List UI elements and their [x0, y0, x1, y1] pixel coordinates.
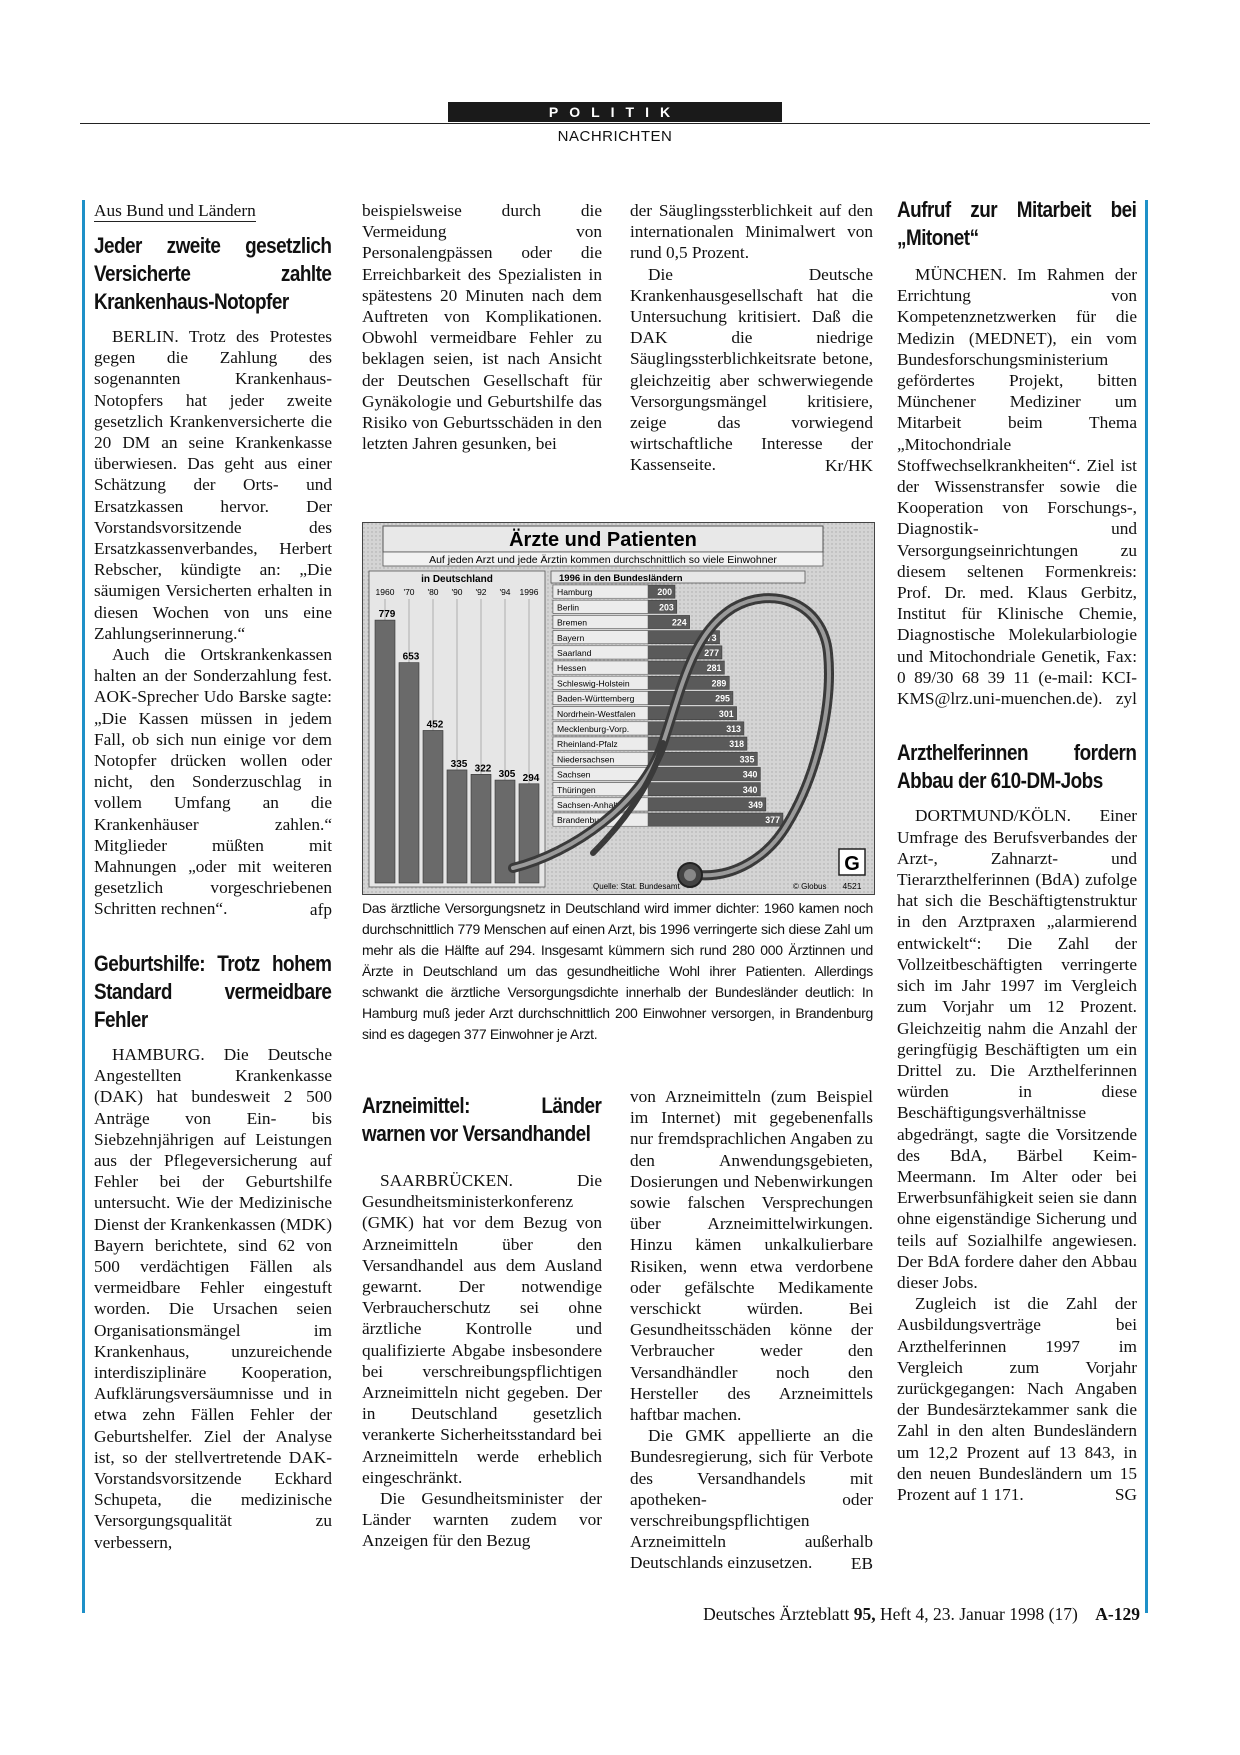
left-bar-value: 322: [474, 763, 492, 775]
footer-issue: Heft 4, 23. Januar 1998 (17): [879, 1604, 1078, 1624]
right-bar-value: 335: [739, 754, 755, 765]
article-5-paragraph-2: Die Gesundheitsminister der Länder warnten zudem vor Anzeigen für den Bezug: [362, 1489, 602, 1551]
left-bar-value: 335: [450, 758, 468, 770]
chart-source: Quelle: Stat. Bundesamt: [593, 882, 680, 891]
article-4-paragraph-2: Zugleich ist die Zahl der Ausbildungsverträge bei Arzthelferinnen 1997 im Vergleich zum Vorjahr zurückgegangen: Nach Angaben der Bundesärztekammer sank die Zahl in den alten Bundesländern um 12,2 Prozent auf 13 843, in den neuen Bundesländern um 15 Prozent auf 1 171.: [897, 1294, 1137, 1504]
left-bar-value: 294: [522, 772, 540, 784]
right-category-label: Mecklenburg-Vorp.: [557, 724, 630, 734]
column-4: [897, 196, 1137, 1505]
left-bar-value: 653: [402, 651, 420, 663]
chart-badge: 4521: [842, 881, 862, 891]
right-category-label: Hessen: [557, 663, 587, 674]
right-bar-value: 277: [704, 648, 719, 658]
article-3-title: Aufruf zur Mitarbeit bei „Mitonet“: [897, 197, 1137, 250]
chart-caption: Das ärztliche Versorgungsnetz in Deutschland wird immer dichter: 1960 kamen noch durchschnittlich 779 Menschen auf einen Arzt, bis 1996 verringerte sich diese Zahl um mehr als die Hälfte auf 294. Insgesamt kümmern sich rund 280 000 Ärztinnen und Ärzte in Deutschland um das gesundheitliche Wohl ihrer Patienten. Allerdings schwankt die ärztliche Versorgungsdichte innerhalb der Bundesländer deutlich: In Hamburg muß jeder Arzt durchschnittlich 200 Einwohner versorgen, in Brandenburg sind es dagegen 377 Einwohner je Arzt.: [362, 900, 873, 1042]
article-5-paragraph-2-continued: von Arzneimitteln (zum Beispiel im Internet) mit gegebenenfalls nur fremdsprachlichen Angaben zu den Anwendungsgebieten, Dosierungen und Nebenwirkungen sowie falschen Versprechungen über Arzneimittelwirkungen. Hinzu kämen unkalkulierbare Risiken, wenn etwa verdorbene oder gefälschte Medikamente verschickt würden. Bei Gesundheitsschäden könne der Verbraucher weder den Versandhändler noch den Hersteller des Arzneimittels haftbar machen.: [630, 1087, 873, 1425]
left-tick-label: '92: [475, 587, 487, 597]
left-bar: [447, 770, 467, 883]
article-3-signature: zyl: [1115, 689, 1137, 709]
column-1: [94, 200, 332, 1553]
page-footer: [600, 1604, 1140, 1625]
article-2-paragraph-1-continued: beispielsweise durch die Vermeidung von Personalengpässen oder die Erreichbarkeit des Spezialisten in spätestens 20 Minuten nach dem Auftreten von Komplikationen. Obwohl vermeidbare Fehler zu beklagen seien, ist nach Ansicht der Deutschen Gesellschaft für Gynäkologie und Geburtshilfe das Risiko von Geburtsschäden in den letzten Jahren gesunken, bei: [362, 201, 602, 454]
left-bar-value: 305: [498, 769, 516, 781]
article-kicker: Aus Bund und Ländern: [94, 201, 256, 220]
right-bar-value: 377: [765, 815, 780, 826]
right-panel-label: 1996 in den Bundesländern: [559, 573, 683, 584]
article-3-paragraph-1: MÜNCHEN. Im Rahmen der Errichtung von Kompetenznetzwerken für die Medizin (MEDNET), ein vom Bundesforschungsministerium gefördertes Projekt, bitten Münchener Mediziner um Mitarbeit beim Thema „Mitochondriale Stoffwechselkrankheiten“. Ziel ist der Wissenstransfer sowie die Kooperation von Forschungs-, Diagnostik- und Versorgungseinrichtungen zu diesem seltenen Formenkreis: Prof. Dr. med. Klaus Gerbitz, Institut für Klinische Chemie, Diagnostische Molekularbiologie und Mitochondriale Genetik, Fax: 0 89/30 68 39 11 (e-mail: KCI-KMS@lrz.uni-muenchen.de).: [897, 265, 1137, 709]
right-category-label: Bayern: [557, 632, 585, 643]
column-2-bottom: [362, 1086, 602, 1552]
section-subtitle: NACHRICHTEN: [557, 128, 673, 145]
left-bar: [423, 730, 443, 883]
right-category-label: Saarland: [557, 648, 592, 658]
right-category-label: Rheinland-Pfalz: [557, 739, 618, 750]
right-category-label: Berlin: [557, 602, 579, 613]
article-1-signature: afp: [309, 899, 332, 919]
article-2-title: Geburtshilfe: Trotz hohem Standard vermeidbare Fehler: [94, 950, 332, 1032]
article-2-signature: Kr/HK: [825, 455, 873, 475]
right-category-label: Bremen: [557, 617, 588, 628]
globus-logo: G: [844, 853, 860, 875]
right-category-label: Brandenburg: [557, 815, 607, 826]
right-category-label: Hamburg: [557, 587, 593, 598]
right-bar-value: 281: [706, 663, 722, 674]
column-rule-right: [1145, 200, 1148, 1613]
article-1-title: Jeder zweite gesetzlich Versicherte zahlte Krankenhaus-Notopfer: [94, 233, 332, 314]
left-bar-value: 779: [378, 609, 396, 621]
article-4-title: Arzthelferinnen fordern Abbau der 610-DM-Jobs: [897, 740, 1137, 794]
left-bar: [399, 663, 419, 883]
footer-journal: Deutsches Ärzteblatt: [703, 1604, 850, 1624]
chart-credit: © Globus: [793, 882, 827, 891]
chart-subtitle: Auf jeden Arzt und jede Ärztin kommen durchschnittlich so viele Einwohner: [429, 554, 777, 566]
right-bar-value: 273: [701, 632, 717, 643]
footer-page: A-129: [1095, 1604, 1140, 1624]
footer-volume: 95,: [853, 1604, 876, 1624]
column-3-top: [630, 200, 873, 476]
right-category-label: Niedersachsen: [557, 754, 615, 765]
column-rule-left: [82, 200, 85, 1613]
left-tick-label: '70: [403, 587, 415, 597]
left-bar: [375, 620, 395, 883]
right-bar-value: 289: [711, 678, 727, 689]
right-category-label: Baden-Württemberg: [557, 693, 635, 704]
right-category-label: Sachsen: [557, 769, 591, 780]
left-tick-label: '94: [499, 587, 511, 597]
section-title: POLITIK: [448, 102, 782, 122]
right-category-label: Sachsen-Anhalt: [557, 800, 618, 810]
right-bar-value: 340: [742, 784, 758, 795]
header-rule: [80, 123, 1150, 124]
right-bar-value: 318: [729, 739, 744, 750]
article-2-paragraph-1-end: der Säuglingssterblichkeit auf den internationalen Minimalwert von rund 0,5 Prozent.: [630, 201, 873, 263]
right-category-label: Schleswig-Holstein: [557, 678, 630, 689]
left-panel-label: in Deutschland: [421, 574, 493, 585]
right-bar-value: 301: [718, 708, 734, 719]
chart-graphic: [362, 522, 875, 895]
right-category-label: Nordrhein-Westfalen: [557, 708, 636, 719]
right-bar-value: 340: [742, 769, 758, 780]
left-tick-label: '80: [427, 587, 439, 597]
right-bar-value: 200: [657, 587, 672, 598]
left-bar: [471, 774, 491, 883]
column-3-bottom: [630, 1086, 873, 1574]
article-4-signature: SG: [1114, 1485, 1137, 1505]
left-tick-label: '90: [451, 587, 463, 597]
article-4-paragraph-1: DORTMUND/KÖLN. Einer Umfrage des Berufsverbandes der Arzt-, Zahnarzt- und Tierarzthelferinnen (BdA) zufolge hat sich die Beschäftigtenstruktur in den Arztpraxen „alarmierend entwickelt“: Die Zahl der Vollzeitbeschäftigten verringerte sich im Jahr 1997 im Vergleich zum Vorjahr um 12 Prozent. Gleichzeitig nahm die Anzahl der geringfügig Beschäftigten um ein Drittel zu. Die Arzthelferinnen würden in diese Beschäftigungsverhältnisse abgedrängt, sagte die Vorsitzende des BdA, Bärbel Keim-Meermann. Im Alter oder bei Erwerbsunfähigkeit seien sie dann ohne eigenständige Sicherung und teils auf Sozialhilfe angewiesen. Der BdA fordere daher den Abbau dieser Jobs.: [897, 806, 1137, 1292]
left-bar-value: 452: [426, 719, 444, 731]
chart-svg: [363, 523, 874, 894]
article-2-paragraph-1: HAMBURG. Die Deutsche Angestellten Krankenkasse (DAK) hat bundesweit 2 500 Anträge von Ein- bis Siebzehnjährigen auf Leistungen aus der Pflegeversicherung auf Fehler bei der Geburtshilfe untersucht. Wie der Medizinische Dienst der Krankenkassen (MDK) Bayern berichtete, sind 62 von 500 verdächtigen Fällen als vermeidbare Fehler eingestuft worden. Die Ursachen seien Organisationsmängel im Krankenhaus, unzureichende interdisziplinäre Kooperation, Aufklärungsversäumnisse und in etwa zehn Fällen Fehler der Geburtshelfer. Ziel der Analyse ist, so der stellvertretende DAK-Vorstandsvorsitzende Eckhard Schupeta, die medizinische Versorgungsqualität zu verbessern,: [94, 1044, 332, 1552]
article-1-paragraph-2: Auch die Ortskrankenkassen halten an der Sonderzahlung fest. AOK-Sprecher Udo Barske sagte: „Die Kassen müssen in jedem Fall, ob sich nun einige vor dem Notopfer drücken wollen oder nicht, den Sonderzuschlag in vollem Umfang an die Krankenhäuser zahlen.“ Mitglieder müßten mit Mahnungen „oder mit weiteren gesetzlich vorgeschriebenen Schritten rechnen“.: [94, 645, 332, 919]
right-bar-value: 203: [659, 602, 674, 613]
article-2-paragraph-2: Die Deutsche Krankenhausgesellschaft hat die Untersuchung kritisiert. Daß die DAK die niedrige Säuglingssterblichkeitsrate betone, gleichzeitig aber schwerwiegende Versorgungsmängel kritisiere, zeige das vorwiegend wirtschaftliche Interesse der Kassenseite.: [630, 264, 873, 475]
column-2-top: [362, 200, 602, 454]
right-bar-value: 349: [748, 800, 763, 810]
right-bar-value: 313: [726, 724, 741, 734]
article-5-signature: EB: [850, 1553, 873, 1573]
right-category-label: Thüringen: [557, 784, 596, 795]
chart-title: Ärzte und Patienten: [509, 529, 697, 551]
left-tick-label: 1960: [375, 587, 395, 597]
left-tick-label: 1996: [519, 587, 539, 597]
article-5-title: Arzneimittel: Länder warnen vor Versandhandel: [362, 1093, 602, 1146]
right-bar-value: 224: [671, 617, 687, 628]
article-5-paragraph-1: SAARBRÜCKEN. Die Gesundheitsministerkonferenz (GMK) hat vor dem Bezug von Arzneimitteln über den Versandhandel aus dem Ausland gewarnt. Der notwendige Verbraucherschutz sei ohne ärztliche Kontrolle und qualifizierte Abgabe insbesondere bei verschreibungspflichtigen Arzneimitteln nicht gegeben. Der in Deutschland gesetzlich verankerte Sicherheitsstandard bei Arzneimitteln werde erheblich eingeschränkt.: [362, 1171, 602, 1487]
article-5-paragraph-3: Die GMK appellierte an die Bundesregierung, sich für Verbote des Versandhandels mit apotheken- oder verschreibungspflichtigen Arzneimitteln außerhalb Deutschlands einzusetzen.: [630, 1426, 873, 1573]
article-1-paragraph-1: BERLIN. Trotz des Protestes gegen die Zahlung des sogenannten Krankenhaus-Notopfers hat jeder zweite gesetzlich Krankenversicherte die 20 DM an seine Krankenkasse überwiesen. Das geht aus einer Schätzung der Orts- und Ersatzkassen hervor. Der Vorstandsvorsitzende des Ersatzkassenverbandes, Herbert Rebscher, kündigte an: „Die säumigen Versicherten erhalten in diesen Wochen von uns eine Zahlungserinnerung.“: [94, 327, 332, 643]
right-bar-value: 295: [715, 693, 730, 704]
